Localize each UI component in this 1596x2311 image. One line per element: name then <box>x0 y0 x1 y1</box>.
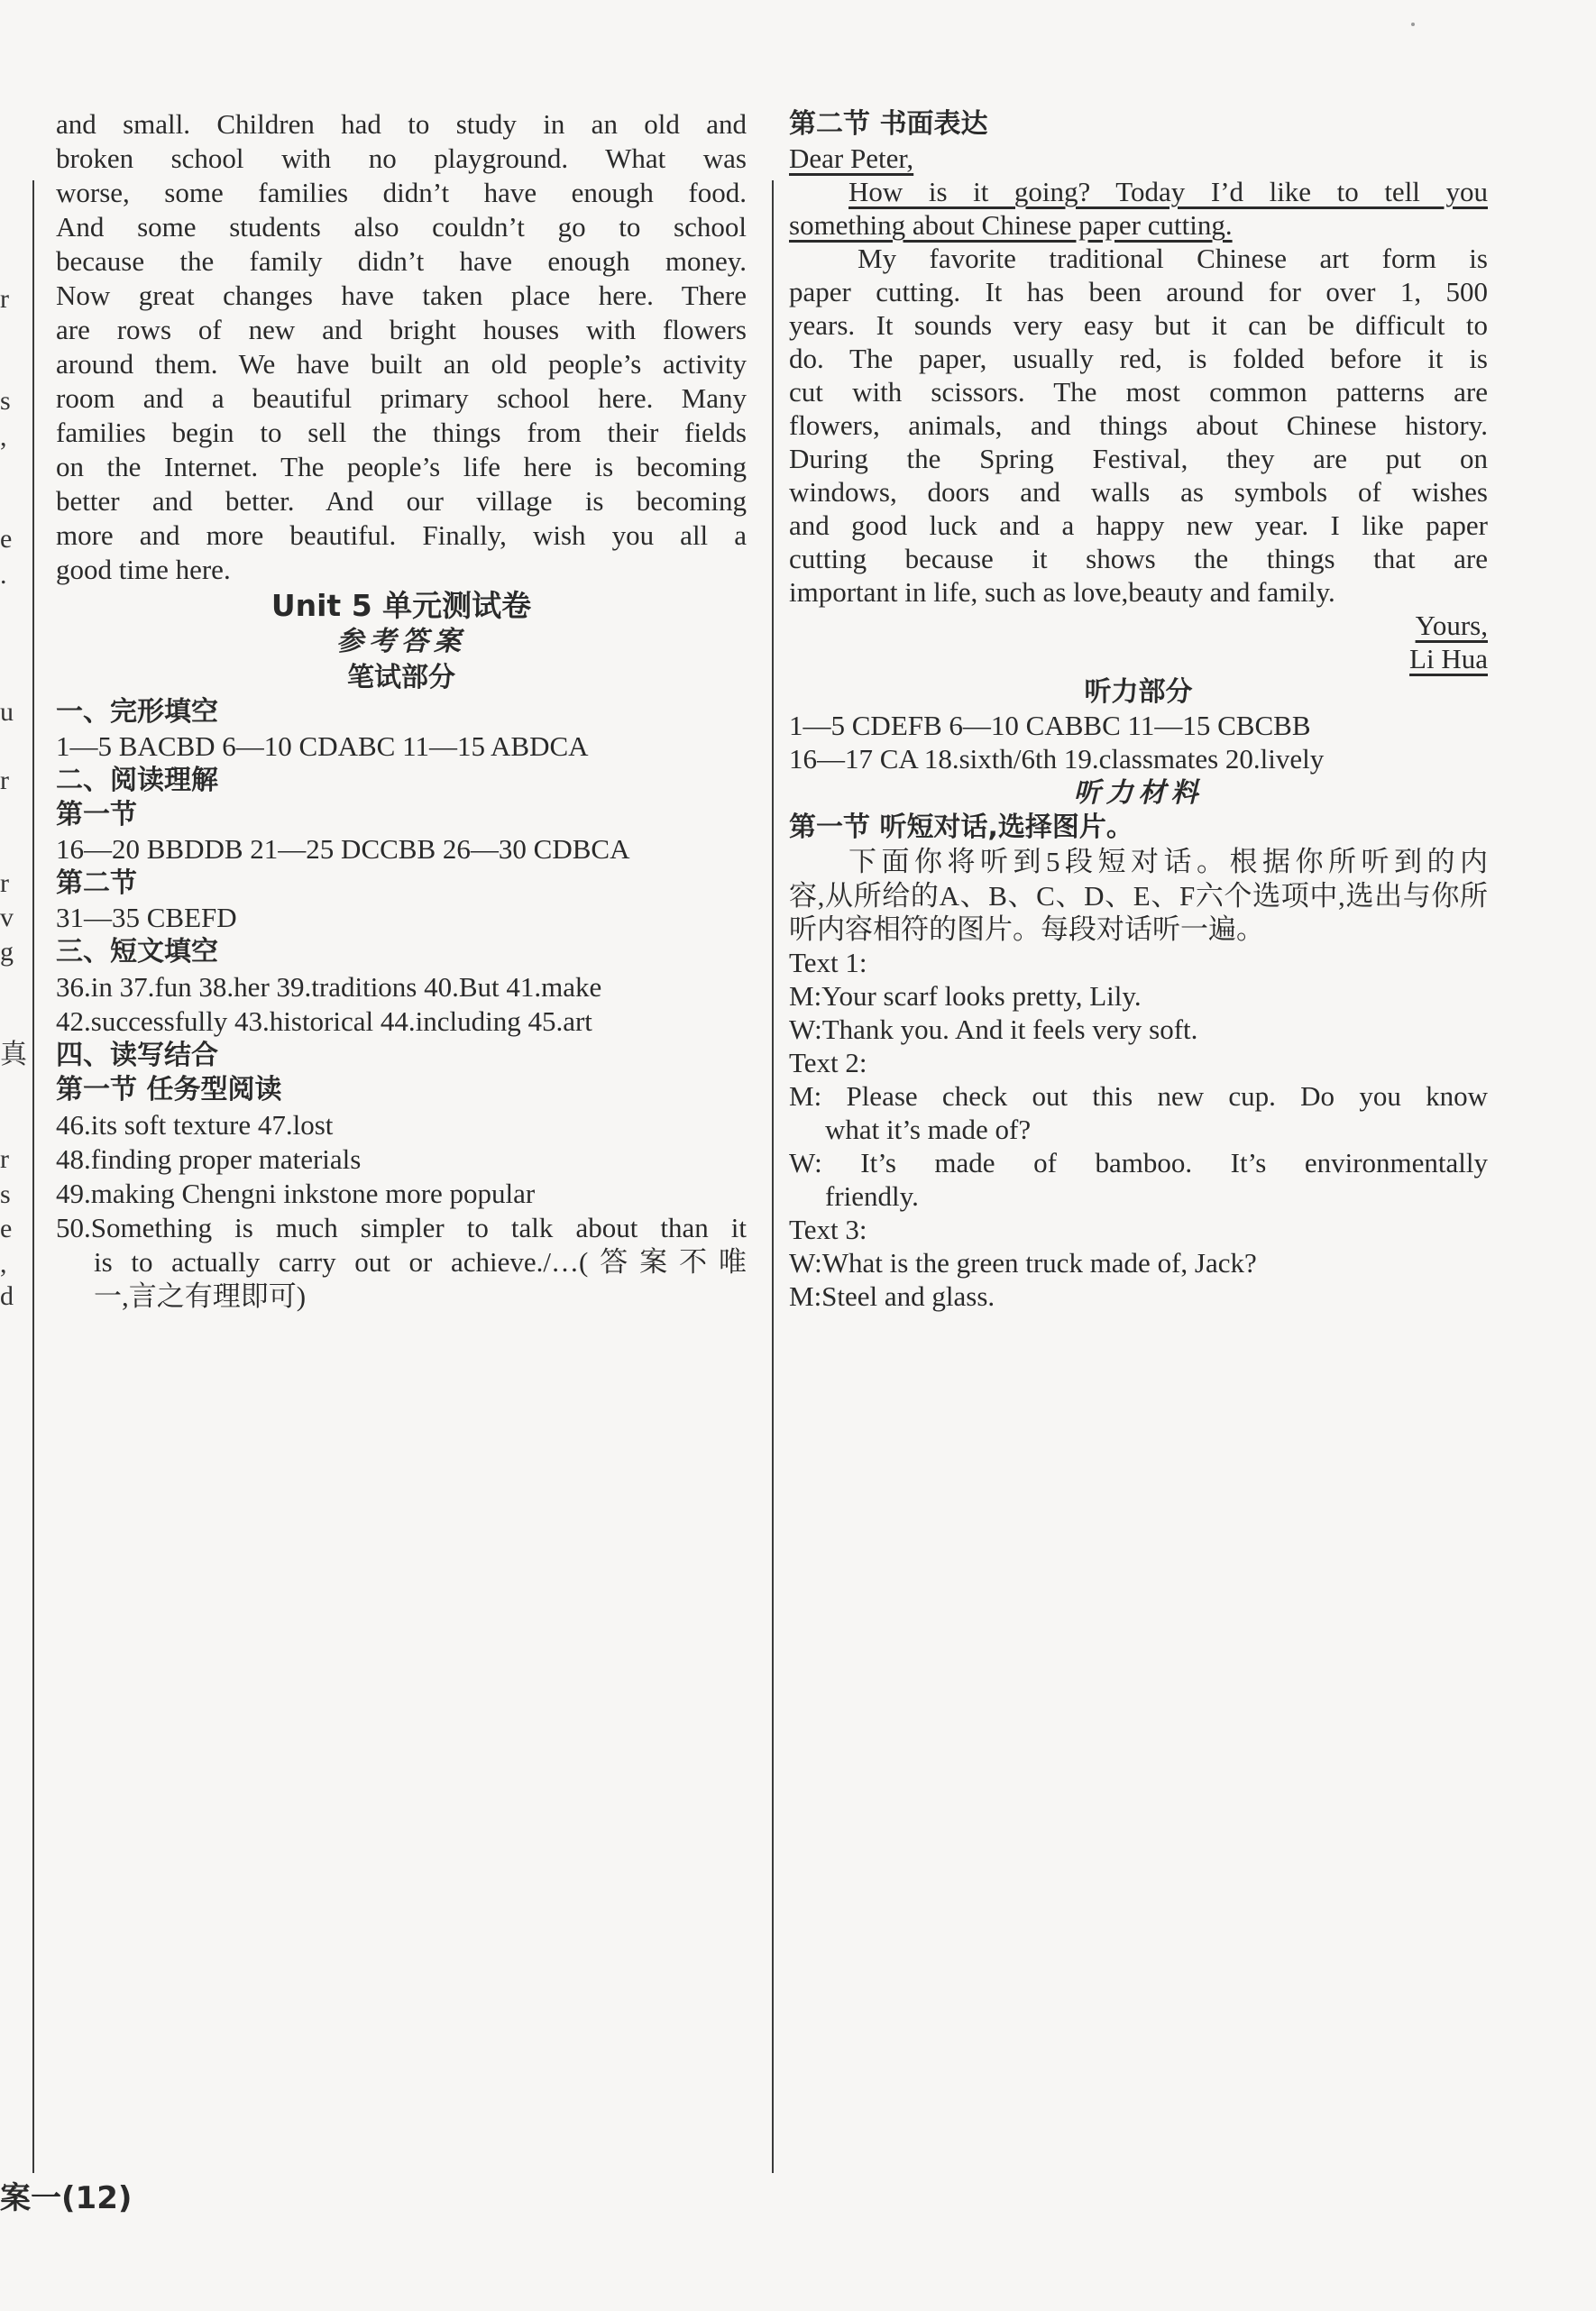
clipped-letter: r <box>0 868 9 898</box>
section-cloze-heading: 一、完形填空 <box>56 696 218 728</box>
task-answer-4: 50.Something is much simpler to talk about than it <box>56 1212 747 1243</box>
letter-line: years. It sounds very easy but it can be difficult to <box>789 309 1488 341</box>
page-number: 案一(12) <box>0 2180 133 2216</box>
instruction-line-1: 下面你将听到5段短对话。根据你所听到的内 <box>848 846 1488 877</box>
letter-line: cut with scissors. The most common patterns are <box>789 376 1488 408</box>
text3-m: M:Steel and glass. <box>789 1280 995 1312</box>
letter-greeting: Dear Peter, <box>789 142 914 174</box>
fill-answers-2: 42.successfully 43.historical 44.including 45.art <box>56 1005 592 1037</box>
letter-line: During the Spring Festival, they are put on <box>789 443 1488 474</box>
letter-intro-1: How is it going? Today I’d like to tell you <box>848 176 1488 207</box>
letter-signature: Li Hua <box>1409 643 1488 674</box>
left-column-rule <box>32 180 34 2173</box>
letter-line: cutting because it shows the things that are <box>789 543 1488 574</box>
task-answer-5: is to actually carry out or achieve./…(答案不唯 <box>94 1246 747 1278</box>
instruction-line-2: 容,从所给的A、B、C、D、E、F六个选项中,选出与你所 <box>789 880 1488 912</box>
letter-line: My favorite traditional Chinese art form is <box>858 243 1488 274</box>
clipped-letter: s <box>0 386 11 416</box>
task-answer-6: 一,言之有理即可) <box>94 1280 307 1312</box>
clipped-letter: r <box>0 284 9 314</box>
material-title: 听力材料 <box>1073 777 1204 809</box>
text1-m: M:Your scarf looks pretty, Lily. <box>789 980 1142 1012</box>
listening-answers-1: 1—5 CDEFB 6—10 CABBC 11—15 CBCBB <box>789 710 1311 741</box>
essay-line: and small. Children had to study in an old and <box>56 108 747 140</box>
written-part-title: 笔试部分 <box>347 662 455 693</box>
task-answer-1: 46.its soft texture 47.lost <box>56 1109 334 1141</box>
clipped-letter: u <box>0 697 14 727</box>
clipped-letter: g <box>0 937 14 967</box>
writing-heading: 第二节 书面表达 <box>789 108 988 140</box>
clipped-letter: s <box>0 1179 11 1209</box>
clipped-letter: , <box>0 1249 7 1279</box>
part1-answers: 16—20 BBDDB 21—25 DCCBB 26—30 CDBCA <box>56 833 630 865</box>
section-rw-heading: 四、读写结合 <box>56 1040 218 1071</box>
cloze-answers: 1—5 BACBD 6—10 CDABC 11—15 ABDCA <box>56 730 589 762</box>
part1-heading: 第一节 <box>56 799 137 830</box>
clipped-letter: v <box>0 903 14 932</box>
letter-intro-2: something about Chinese paper cutting. <box>789 209 1233 241</box>
task-reading-heading: 第一节 任务型阅读 <box>56 1074 282 1105</box>
clipped-letter: 真 <box>0 1040 27 1069</box>
text2-w-2: friendly. <box>825 1180 919 1212</box>
essay-line: families begin to sell the things from their fields <box>56 417 747 448</box>
essay-line: worse, some families didn’t have enough food. <box>56 177 747 208</box>
text2-m-2: what it’s made of? <box>825 1114 1032 1145</box>
unit-title: Unit 5 单元测试卷 <box>271 588 532 623</box>
essay-line: around them. We have built an old people’s activity <box>56 348 747 380</box>
essay-line: on the Internet. The people’s life here is becoming <box>56 451 747 482</box>
text2-m-1: M: Please check out this new cup. Do you know <box>789 1080 1488 1112</box>
essay-line: broken school with no playground. What was <box>56 142 747 174</box>
section-reading-heading: 二、阅读理解 <box>56 765 218 796</box>
clipped-letter: . <box>0 560 7 590</box>
letter-line: flowers, animals, and things about Chinese history. <box>789 409 1488 441</box>
text1-w: W:Thank you. And it feels very soft. <box>789 1013 1198 1045</box>
essay-line: because the family didn’t have enough money. <box>56 245 747 277</box>
text2-w-1: W: It’s made of bamboo. It’s environmentally <box>789 1147 1488 1178</box>
scan-dot <box>1411 23 1415 26</box>
section-fill-heading: 三、短文填空 <box>56 936 218 968</box>
listening-part-title: 听力部分 <box>1084 676 1193 708</box>
letter-closing: Yours, <box>1415 610 1488 641</box>
listening-answers-2: 16—17 CA 18.sixth/6th 19.classmates 20.lively <box>789 743 1325 775</box>
essay-line: better and better. And our village is becoming <box>56 485 747 517</box>
essay-line: are rows of new and bright houses with flowers <box>56 314 747 345</box>
essay-line: room and a beautiful primary school here. Many <box>56 382 747 414</box>
letter-line: important in life, such as love,beauty and family. <box>789 576 1335 608</box>
instruction-line-3: 听内容相符的图片。每段对话听一遍。 <box>789 913 1264 945</box>
task-answer-3: 49.making Chengni inkstone more popular <box>56 1178 536 1209</box>
clipped-letter: e <box>0 1214 13 1243</box>
text3-w: W:What is the green truck made of, Jack? <box>789 1247 1257 1279</box>
essay-line: good time here. <box>56 554 231 585</box>
answer-title: 参考答案 <box>336 626 466 657</box>
letter-line: do. The paper, usually red, is folded before it is <box>789 343 1488 374</box>
fill-answers-1: 36.in 37.fun 38.her 39.traditions 40.But 41.make <box>56 971 602 1003</box>
clipped-letter: r <box>0 1144 9 1174</box>
text1-label: Text 1: <box>789 947 867 978</box>
text2-label: Text 2: <box>789 1047 867 1078</box>
clipped-letter: e <box>0 524 13 554</box>
essay-line: And some students also couldn’t go to school <box>56 211 747 243</box>
part2-answers: 31—35 CBEFD <box>56 902 237 933</box>
clipped-letter: , <box>0 422 7 452</box>
column-divider <box>772 180 774 2173</box>
essay-line: more and more beautiful. Finally, wish you all a <box>56 519 747 551</box>
task-answer-2: 48.finding proper materials <box>56 1143 362 1175</box>
listen-section-heading: 第一节 听短对话,选择图片。 <box>789 812 1133 843</box>
letter-line: and good luck and a happy new year. I like paper <box>789 509 1488 541</box>
clipped-letter: r <box>0 766 9 795</box>
text3-label: Text 3: <box>789 1214 867 1245</box>
letter-line: windows, doors and walls as symbols of wishes <box>789 476 1488 508</box>
part2-heading: 第二节 <box>56 867 137 899</box>
letter-line: paper cutting. It has been around for over 1, 500 <box>789 276 1488 307</box>
clipped-letter: d <box>0 1281 14 1311</box>
essay-line: Now great changes have taken place here. There <box>56 280 747 311</box>
